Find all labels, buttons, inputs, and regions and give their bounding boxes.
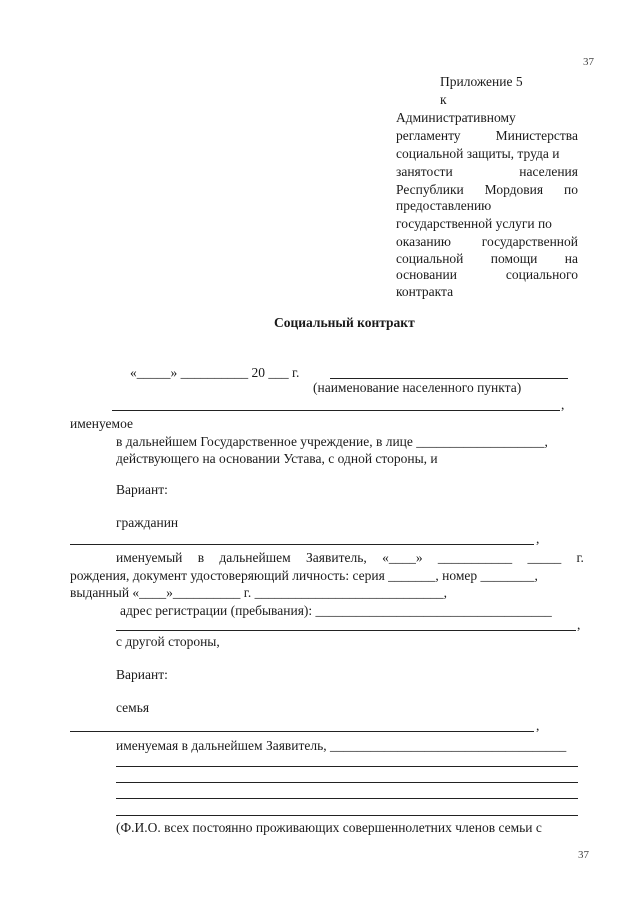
appendix-line: Административному [396, 110, 516, 125]
comma: , [577, 617, 581, 632]
members-line [116, 798, 578, 799]
other-side-line: с другой стороны, [116, 634, 220, 649]
word: населения [519, 164, 578, 179]
members-line [116, 815, 578, 816]
word: Министерства [495, 128, 578, 143]
appendix-line: к [440, 92, 447, 107]
word: социального [505, 267, 578, 282]
members-line [116, 766, 578, 767]
word: Мордовия [484, 182, 544, 197]
birth-line: рождения, документ удостоверяющий личность: серия _______, номер ________, [70, 568, 538, 583]
issued-line: выданный «____»__________ г. ____________________________, [70, 585, 447, 600]
citizen-label: гражданин [116, 515, 179, 530]
citizen-name-line [70, 544, 534, 545]
word: по [564, 182, 578, 197]
fio-note: (Ф.И.О. всех постоянно проживающих совершеннолетних членов семьи с [116, 820, 542, 835]
appendix-line [396, 128, 578, 144]
word: в [197, 550, 205, 565]
appendix-line: социальной защиты, труда и [396, 146, 560, 161]
date-line: «_____» __________ 20 ___ г. [130, 365, 300, 380]
word: г. [576, 550, 584, 565]
appendix-line [396, 267, 578, 283]
organization-name-line [112, 410, 560, 411]
appendix-line [396, 182, 578, 198]
family-name-line [70, 731, 534, 732]
word: помощи [490, 251, 538, 266]
family-applicant-line: именуемая в дальнейшем Заявитель, ___________________________________ [116, 738, 567, 753]
appendix-line: предоставлению [396, 198, 492, 213]
word: оказанию [396, 234, 451, 249]
appendix-line [396, 251, 578, 267]
applicant-line [116, 550, 584, 566]
comma: , [561, 397, 565, 412]
appendix-line [396, 164, 578, 180]
page-number-top: 37 [583, 56, 594, 68]
appendix-line: Приложение 5 [440, 74, 523, 89]
variant-label: Вариант: [116, 482, 168, 497]
word: Заявитель, [306, 550, 367, 565]
appendix-line: контракта [396, 284, 454, 299]
institution-line: в дальнейшем Государственное учреждение, в лице ___________________, [116, 434, 548, 449]
word: _____ [527, 550, 562, 565]
word: занятости [396, 164, 453, 179]
named-label: именуемое [70, 416, 133, 431]
comma: , [536, 718, 540, 733]
address-continuation-line [116, 630, 576, 631]
word: регламенту [396, 128, 461, 143]
comma: , [536, 531, 540, 546]
family-label: семья [116, 700, 150, 715]
appendix-line [396, 234, 578, 250]
basis-line: действующего на основании Устава, с одной стороны, и [116, 451, 438, 466]
word: ___________ [437, 550, 513, 565]
word: Республики [396, 182, 464, 197]
appendix-line: государственной услуги по [396, 216, 552, 231]
members-line [116, 782, 578, 783]
word: «____» [382, 550, 423, 565]
address-line: адрес регистрации (пребывания): ___________________________________ [120, 603, 552, 618]
document-title: Социальный контракт [274, 315, 415, 330]
word: на [564, 251, 578, 266]
page-number-bottom: 37 [578, 849, 589, 861]
word: основании [396, 267, 457, 282]
settlement-caption: (наименование населенного пункта) [313, 380, 522, 395]
variant-label: Вариант: [116, 667, 168, 682]
word: именуемый [116, 550, 183, 565]
word: дальнейшем [219, 550, 291, 565]
settlement-underline [330, 378, 568, 379]
word: социальной [396, 251, 464, 266]
word: государственной [481, 234, 578, 249]
